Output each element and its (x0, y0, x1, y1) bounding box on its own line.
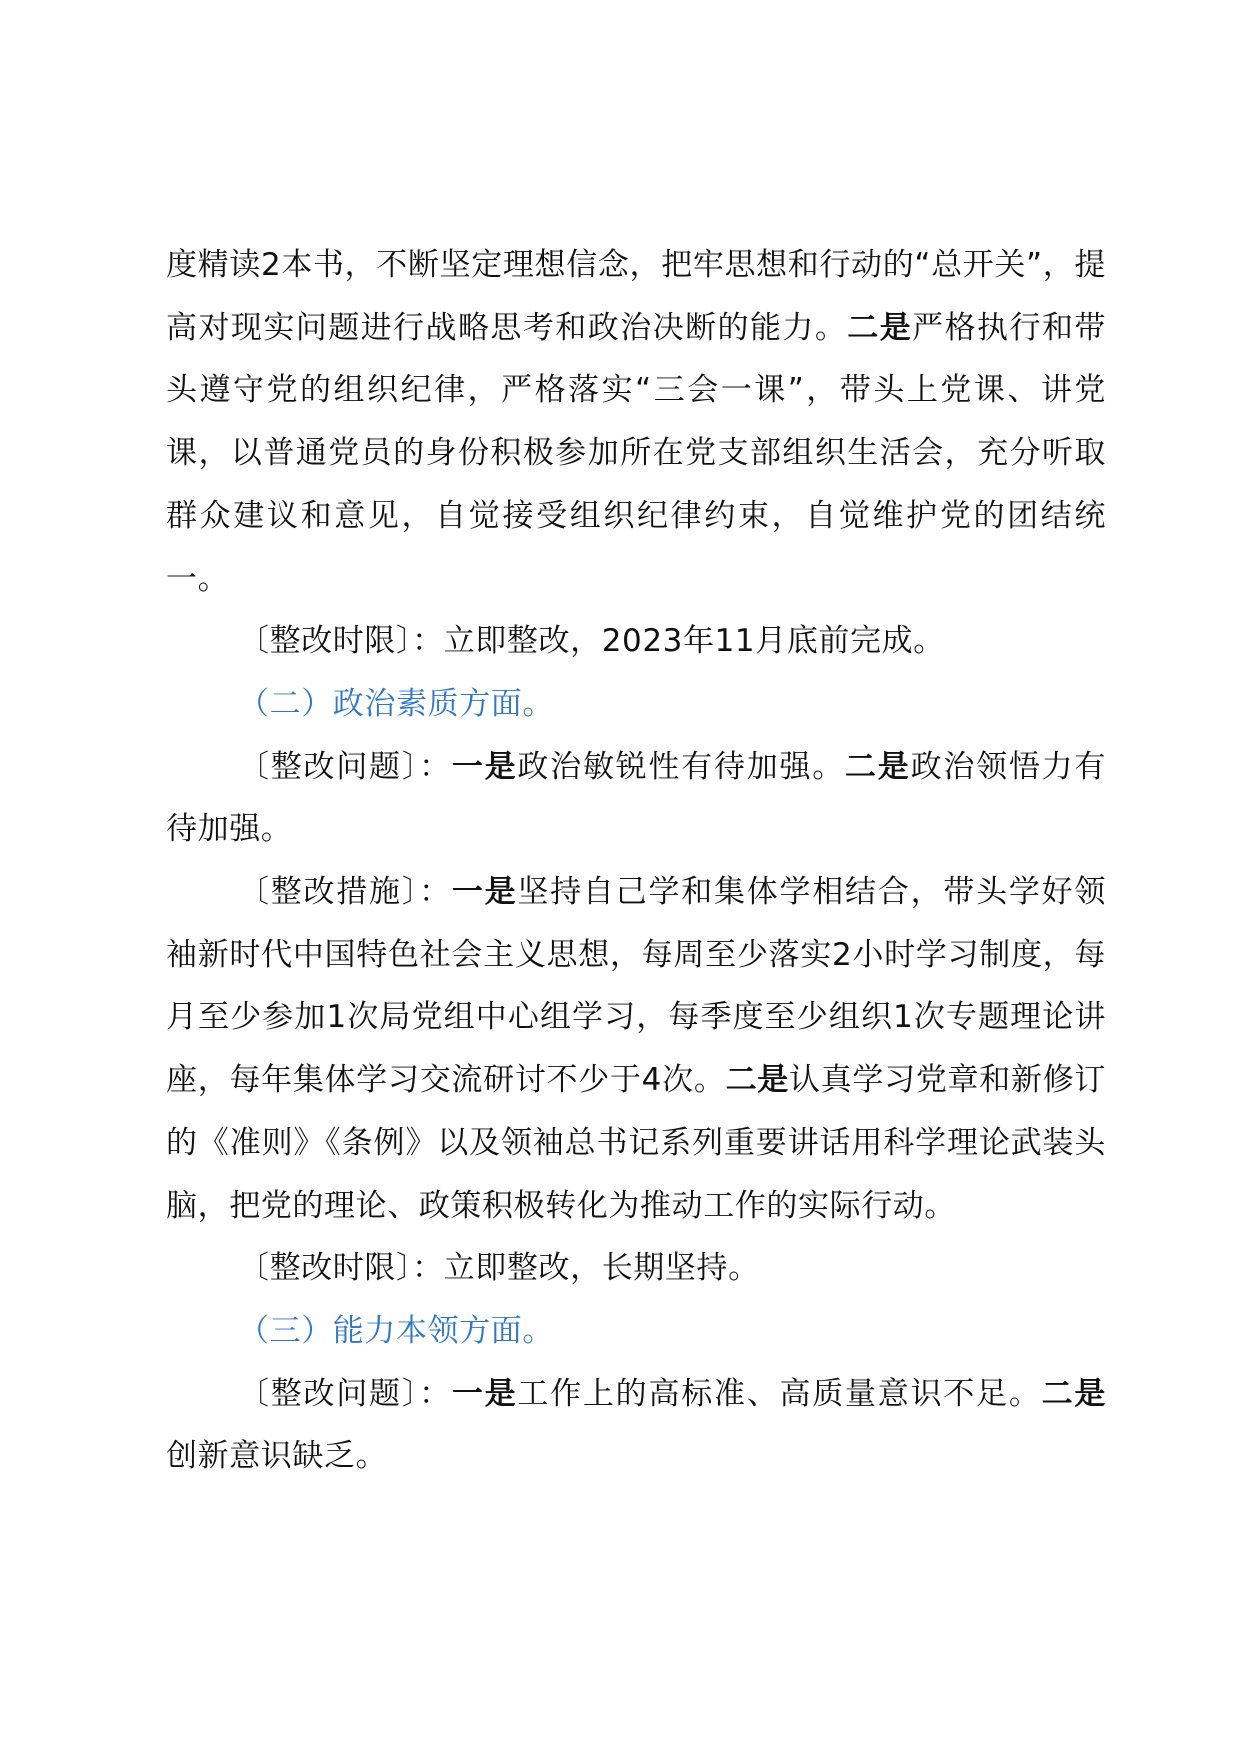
section-heading-political-quality (166, 673, 1106, 736)
text-run: 认真学习党章和新修订的《准则》《条例》以及领袖总书记系列重要讲话用科学理论武装头脑，把党的理论、政策积极转化为推动工作的实际行动。 (166, 1062, 1107, 1224)
deadline-paragraph-2 (166, 1237, 1106, 1300)
paragraph-study-discipline (166, 234, 1106, 610)
section-heading-ability (166, 1300, 1106, 1363)
text-run: 〔整改问题〕： (238, 748, 452, 785)
measures-paragraph-political (166, 861, 1106, 1237)
text-run: 度精读2本书，不断坚定理想信念，把牢思想和行动的“总开关”，提高对现实问题进行战略思考和政治决断的能力。 (166, 247, 1106, 346)
bold-label-yi-shi: 一是 (451, 874, 518, 911)
bold-label-yi-shi: 一是 (451, 1375, 518, 1412)
bold-label-er-shi: 二是 (725, 1062, 789, 1099)
text-run: 政治敏锐性有待加强。 (517, 748, 846, 785)
text-run: 〔整改措施〕： (238, 874, 452, 911)
text-run: 〔整改问题〕： (238, 1375, 452, 1412)
problems-paragraph-ability (166, 1363, 1106, 1488)
bold-label-er-shi: 二是 (845, 748, 911, 785)
deadline-text: 〔整改时限〕：立即整改，长期坚持。 (238, 1250, 760, 1287)
problems-paragraph-political (166, 736, 1106, 861)
section-heading-text: （三）能力本领方面。 (238, 1312, 554, 1349)
text-run: 政治领悟力有待加强。 (166, 748, 1107, 848)
text-run: 创新意识缺乏。 (166, 1438, 388, 1475)
deadline-paragraph-1 (166, 610, 1106, 673)
section-heading-text: （二）政治素质方面。 (238, 685, 554, 722)
document-body (166, 234, 1106, 1488)
bold-label-er-shi: 二是 (847, 309, 913, 346)
bold-label-er-shi: 二是 (1041, 1375, 1106, 1412)
text-run: 工作上的高标准、高质量意识不足。 (517, 1375, 1042, 1412)
text-run: 坚持自己学和集体学相结合，带头学好领袖新时代中国特色社会主义思想，每周至少落实2小时学习制度，每月至少参加1次局党组中心组学习，每季度至少组织1次专题理论讲座，每年集体学习交流研讨不少于4次。 (166, 874, 1106, 1099)
text-run: 严格执行和带头遵守党的组织纪律，严格落实“三会一课”，带头上党课、讲党课，以普通党员的身份积极参加所在党支部组织生活会，充分听取群众建议和意见，自觉接受组织纪律约束，自觉维护党的团结统一。 (166, 309, 1106, 597)
bold-label-yi-shi: 一是 (451, 748, 518, 785)
deadline-text: 〔整改时限〕：立即整改，2023年11月底前完成。 (238, 623, 945, 660)
